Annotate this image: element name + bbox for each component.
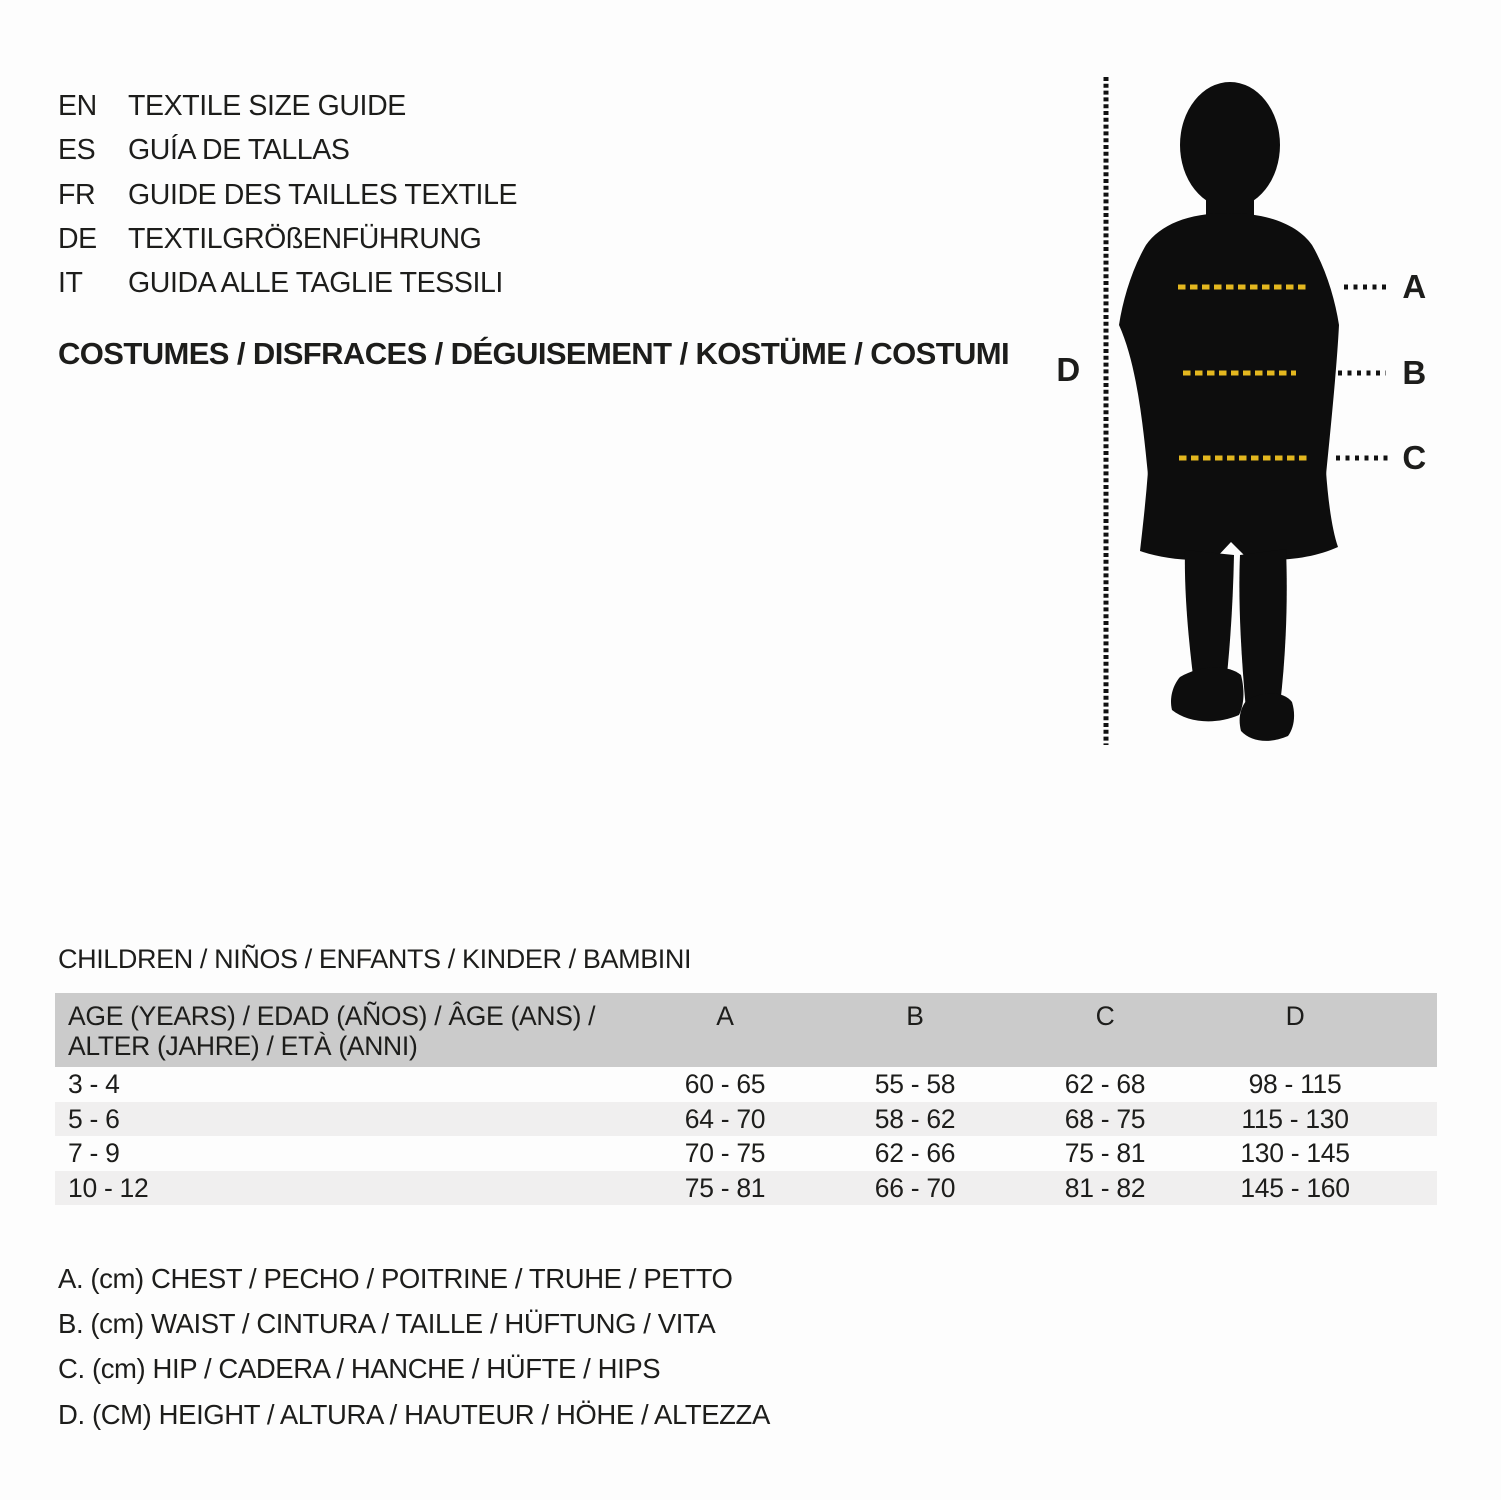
table-row: [55, 1102, 1437, 1137]
age-header-line1: AGE (YEARS) / EDAD (AÑOS) / ÂGE (ANS) /: [68, 1001, 596, 1031]
language-row-fr: [58, 173, 517, 217]
age-value: 10 - 12: [68, 1172, 149, 1203]
table-row: [55, 1171, 1437, 1206]
language-row-en: [58, 84, 517, 128]
category-title: COSTUMES / DISFRACES / DÉGUISEMENT / KOSTÜME / COSTUMI: [58, 336, 1010, 371]
hip-range: 62 - 68: [1064, 1069, 1146, 1099]
language-row-de: [58, 217, 517, 261]
language-code-de: DE: [58, 222, 97, 255]
size-table-header: [55, 993, 1437, 1067]
guide-title-fr: GUIDE DES TAILLES TEXTILE: [128, 178, 518, 211]
waist-range: 62 - 66: [874, 1138, 956, 1168]
language-code-en: EN: [58, 90, 97, 122]
language-row-it: [58, 261, 517, 305]
chest-range: 60 - 65: [684, 1069, 766, 1099]
waist-range: 66 - 70: [874, 1172, 956, 1203]
marker-label-chest: A: [1402, 268, 1426, 305]
guide-title-it: GUIDA ALLE TAGLIE TESSILI: [128, 267, 503, 300]
marker-label-waist: B: [1402, 354, 1426, 391]
legend-item-hip: C. (cm) HIP / CADERA / HANCHE / HÜFTE / HIPS: [58, 1353, 661, 1385]
chest-range: 64 - 70: [684, 1103, 766, 1134]
age-value: 5 - 6: [68, 1103, 120, 1134]
column-header-b: B: [906, 1001, 924, 1031]
age-value: 7 - 9: [68, 1138, 120, 1168]
legend-item-height: D. (CM) HEIGHT / ALTURA / HAUTEUR / HÖHE / ALTEZZA: [58, 1398, 770, 1430]
age-value: 3 - 4: [68, 1069, 120, 1099]
height-range: 115 - 130: [1241, 1103, 1349, 1134]
column-header-a: A: [716, 1001, 734, 1031]
language-code-it: IT: [58, 267, 83, 300]
column-header-c: C: [1095, 1001, 1115, 1031]
legend-item-waist: B. (cm) WAIST / CINTURA / TAILLE / HÜFTUNG / VITA: [58, 1308, 716, 1340]
marker-label-hip: C: [1402, 439, 1426, 476]
waist-range: 58 - 62: [874, 1103, 956, 1134]
language-code-fr: FR: [58, 178, 96, 211]
child-silhouette-diagram: [1030, 55, 1501, 765]
hip-range: 68 - 75: [1064, 1103, 1146, 1134]
guide-title-en: TEXTILE SIZE GUIDE: [128, 90, 406, 122]
table-row: [55, 1067, 1437, 1102]
language-row-es: [58, 128, 517, 172]
chest-range: 70 - 75: [684, 1138, 766, 1168]
age-header-line2: ALTER (JAHRE) / ETÀ (ANNI): [68, 1031, 418, 1061]
column-header-d: D: [1285, 1001, 1305, 1031]
language-title-list: [58, 84, 517, 305]
marker-label-height: D: [1056, 351, 1080, 388]
child-silhouette: [1119, 82, 1339, 741]
waist-range: 55 - 58: [874, 1069, 956, 1099]
table-row: [55, 1136, 1437, 1171]
hip-range: 81 - 82: [1064, 1172, 1146, 1203]
language-code-es: ES: [58, 134, 96, 167]
size-table: [55, 993, 1437, 1205]
chest-range: 75 - 81: [684, 1172, 766, 1203]
height-range: 130 - 145: [1240, 1138, 1350, 1168]
measurement-legend: [58, 1256, 770, 1437]
measurement-figure: [1030, 55, 1501, 765]
age-column-header: [55, 1001, 630, 1067]
guide-title-de: TEXTILGRÖßENFÜHRUNG: [128, 222, 482, 255]
height-range: 145 - 160: [1240, 1172, 1350, 1203]
guide-title-es: GUÍA DE TALLAS: [128, 134, 350, 167]
height-range: 98 - 115: [1248, 1069, 1342, 1099]
hip-range: 75 - 81: [1064, 1138, 1146, 1168]
legend-item-chest: A. (cm) CHEST / PECHO / POITRINE / TRUHE / PETTO: [58, 1263, 733, 1294]
table-section-title: CHILDREN / NIÑOS / ENFANTS / KINDER / BAMBINI: [58, 944, 692, 974]
